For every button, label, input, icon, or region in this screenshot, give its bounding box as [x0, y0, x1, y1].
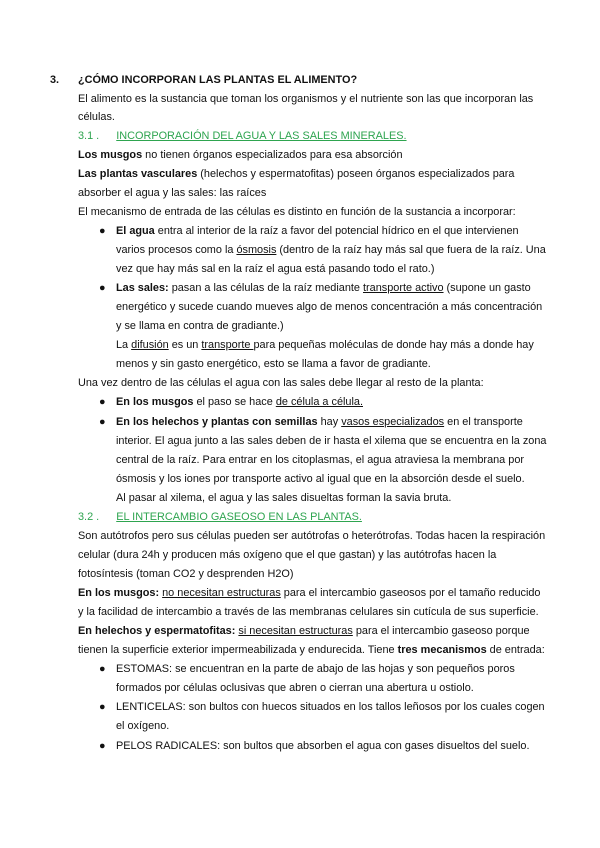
sales-line-1: [116, 282, 531, 295]
helechos-line-4: ósmosis y los iones por transporte activo al igual que en la absorción desde el suelo.: [116, 473, 525, 485]
vasculares-label: Las plantas vasculares: [78, 168, 198, 180]
subsection-heading-3-2: [78, 511, 362, 524]
agua-text: entra al interior de la raíz a favor del potencial hídrico en el que intervienen: [154, 225, 519, 237]
musgos-gas-line-2: y la facilidad de intercambio a través de las membranas celulares sin cutícula de sus superficie.: [78, 606, 539, 618]
agua-label: El agua: [116, 225, 155, 237]
helechos-line-5: Al pasar al xilema, el agua y las sales disueltas forman la savia bruta.: [116, 492, 452, 504]
helechos-label: En los helechos y plantas con semillas: [116, 416, 318, 428]
helechos-gas-post-2: de entrada:: [486, 644, 545, 656]
estomas-line-2: formados por células oclusivas que abren o cierran una abertura u ostiolo.: [116, 682, 474, 694]
osmosis-term: ósmosis: [236, 244, 277, 256]
helechos-line-2: interior. El agua junto a las sales deben de ir hasta el xilema que se encuentra en la zona: [116, 435, 547, 447]
pelos-line: PELOS RADICALES: son bultos que absorben el agua con gases disueltos del suelo.: [116, 740, 530, 752]
difusion-mid: es un: [168, 339, 202, 351]
transporte-activo-term: transporte activo: [363, 282, 444, 294]
subsection-number: 3.1 .: [78, 130, 100, 142]
helechos-gas-line-1: [78, 625, 530, 638]
intro-line-2: células.: [78, 111, 115, 123]
una-vez-line: Una vez dentro de las células el agua con las sales debe llegar al resto de la planta:: [78, 377, 484, 389]
bullet-icon: ●: [99, 282, 106, 294]
lenticelas-line-2: el oxígeno.: [116, 720, 170, 732]
agua-line-3: vez que hay más sal en la raíz el agua está pasando todo el rato.): [116, 263, 435, 275]
celula-a-celula-term: de célula a célula.: [275, 396, 363, 408]
musgos-bullet-label: En los musgos: [116, 396, 194, 408]
sales-text-pre: pasan a las células de la raíz mediante: [168, 282, 364, 294]
musgos-gas-line-1: [78, 587, 541, 600]
bullet-icon: ●: [99, 416, 106, 428]
helechos-pre: hay: [317, 416, 342, 428]
lenticelas-line-1: LENTICELAS: son bultos con huecos situados en los tallos leñosos por los cuales cogen: [116, 701, 545, 713]
tres-mecanismos-term: tres mecanismos: [397, 644, 487, 656]
vasculares-text: (helechos y espermatofitas) poseen órganos especializados para: [197, 168, 515, 180]
subsection-number: 3.2 .: [78, 511, 100, 523]
sales-label: Las sales:: [116, 282, 169, 294]
section-title: ¿CÓMO INCORPORAN LAS PLANTAS EL ALIMENTO?: [78, 74, 358, 86]
agua-text-post: (dentro de la raíz hay más sal que fuera de la raíz. Una: [276, 244, 546, 256]
helechos-gas-post: para el intercambio gaseoso porque: [352, 625, 530, 637]
musgos-bullet-text: el paso se hace: [193, 396, 276, 408]
sales-line-3: y se llama en contra de gradiante.): [116, 320, 284, 332]
sales-text-post: (supone un gasto: [443, 282, 531, 294]
musgos-gas-post: para el intercambio gaseosos por el tamaño reducido: [280, 587, 541, 599]
subsection-title: INCORPORACIÓN DEL AGUA Y LAS SALES MINERALES.: [116, 130, 407, 142]
mecanismo-line: El mecanismo de entrada de las células es distinto en función de la sustancia a incorporar:: [78, 206, 516, 218]
helechos-line-1: [116, 416, 523, 429]
no-necesitan-term: no necesitan estructuras: [162, 587, 281, 599]
helechos-gas-pre: tienen la superficie exterior impermeabilizada y endurecida. Tiene: [78, 644, 398, 656]
si-necesitan-term: si necesitan estructuras: [238, 625, 353, 637]
helechos-gas-line-2: [78, 644, 545, 657]
gaseoso-line-3: fotosíntesis (toman CO2 y desprenden H2O): [78, 568, 294, 580]
helechos-post: en el transporte: [444, 416, 523, 428]
difusion-line-1: [116, 339, 534, 352]
bullet-icon: ●: [99, 663, 106, 675]
difusion-line-2: menos y sin gasto energético, esto se llama a favor de gradiante.: [116, 358, 431, 370]
difusion-term: difusión: [131, 339, 169, 351]
difusion-pre: La: [116, 339, 132, 351]
estomas-line-1: ESTOMAS: se encuentran en la parte de abajo de las hojas y son pequeños poros: [116, 663, 515, 675]
vasculares-line-2: absorber el agua y las sales: las raíces: [78, 187, 267, 199]
subsection-heading-3-1: [78, 130, 407, 143]
intro-line-1: El alimento es la sustancia que toman los organismos y el nutriente son las que incorporan las: [78, 93, 534, 105]
bullet-icon: ●: [99, 396, 106, 408]
musgos-paragraph: [78, 149, 403, 162]
musgos-gas-label: En los musgos:: [78, 587, 160, 599]
difusion-post: para pequeñas moléculas de donde hay más a donde hay: [253, 339, 534, 351]
bullet-icon: ●: [99, 740, 106, 752]
sales-line-2: energético y sucede cuando mueves algo de menos concentración a más concentración: [116, 301, 543, 313]
gaseoso-line-1: Son autótrofos pero sus células pueden ser autótrofas o heterótrofas. Todas hacen la respiración: [78, 530, 546, 542]
transporte-term: transporte: [201, 339, 254, 351]
agua-line-2: [116, 244, 546, 257]
section-number: 3.: [50, 74, 60, 86]
agua-line-1: [116, 225, 519, 238]
helechos-line-3: central de la raíz. Para entrar en los citoplasmas, el agua atraviesa la membrana por: [116, 454, 525, 466]
agua-text-pre: varios procesos como la: [116, 244, 237, 256]
musgos-bullet-line: [116, 396, 363, 409]
musgos-label: Los musgos: [78, 149, 143, 161]
subsection-title: EL INTERCAMBIO GASEOSO EN LAS PLANTAS.: [116, 511, 362, 523]
bullet-icon: ●: [99, 225, 106, 237]
vasos-term: vasos especializados: [341, 416, 445, 428]
vasculares-line-1: [78, 168, 515, 181]
musgos-text: no tienen órganos especializados para esa absorción: [142, 149, 403, 161]
helechos-gas-label: En helechos y espermatofitas:: [78, 625, 236, 637]
bullet-icon: ●: [99, 701, 106, 713]
gaseoso-line-2: celular (dura 24h y producen más oxígeno que el que gastan) y las autótrofas hacen la: [78, 549, 497, 561]
